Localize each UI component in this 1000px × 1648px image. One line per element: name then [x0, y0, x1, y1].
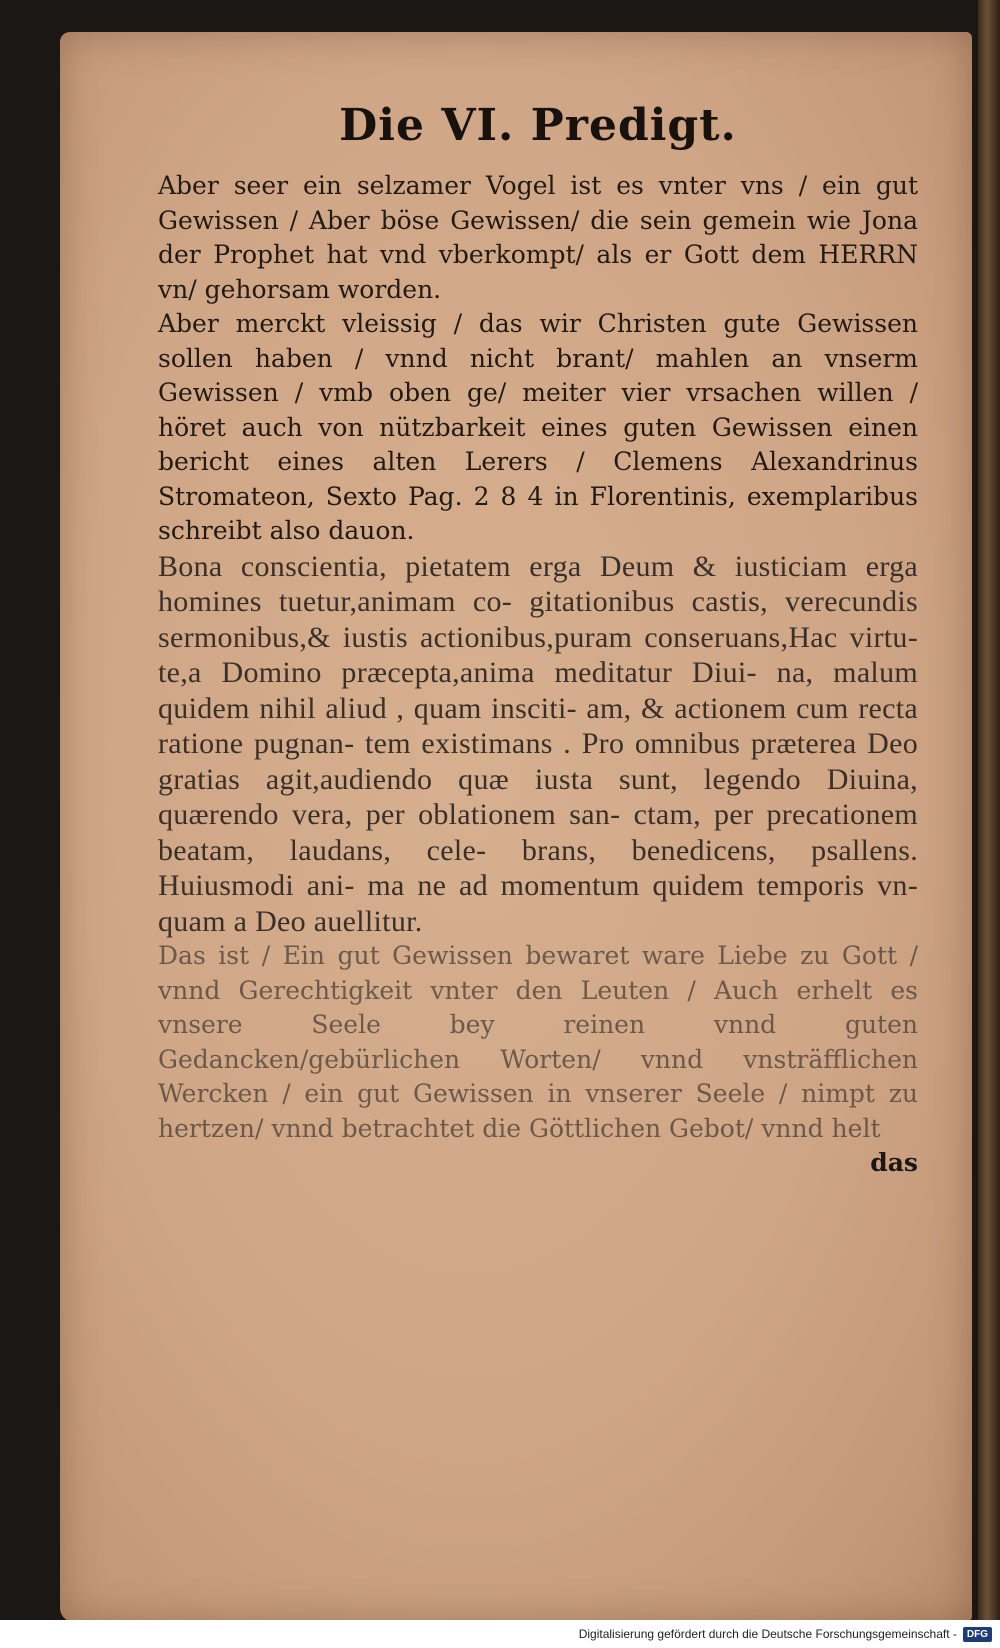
paragraph-2: Aber merckt vleissig / das wir Christen gute Gewissen sollen haben / vnnd nicht brant/ mahlen an vnserm Gewissen / vmb oben ge/ meiter vier vrsachen willen / höret auch von nützbarkeit eines guten Gewissen einen bericht eines alten Lerers / Clemens Alexandrinus Stromateon, Sexto Pag. 2 8 4 in Florentinis, exemplaribus schreibt also dauon. — [158, 309, 918, 545]
paragraph-1: Aber seer ein selzamer Vogel ist es vnter vns / ein gut Gewissen / Aber böse Gewissen/ die sein gemein wie Jona der Prophet hat vnd vberkompt/ als er Gott dem HERRN vn/ gehorsam worden. — [158, 171, 918, 304]
footer-credit: Digitalisierung gefördert durch die Deutsche Forschungsgemeinschaft - — [578, 1627, 957, 1641]
book-edge — [978, 0, 1000, 1620]
latin-quotation: Bona conscientia, pietatem erga Deum & iusticiam erga homines tuetur,animam co- gitationibus castis, verecundis sermonibus,& iustis actionibus,puram conseruans,Hac virtu- te,a Domino præcepta,anima meditatur Diui- na, malum quidem nihil aliud , quam insciti- am, & actionem cum recta ratione pugnan- tem existimans . Pro omnibus præterea Deo gratias agit,audiendo quæ iusta sunt, legendo Diuina, quærendo vera, per oblationem san- ctam, per precationem beatam, laudans, cele- brans, benedicens, psallens. Huiusmodi ani- ma ne ad momentum quidem temporis vn- quam a Deo auellitur. — [158, 549, 918, 938]
catchword: das — [870, 1148, 918, 1177]
dfg-logo: DFG — [963, 1627, 992, 1642]
footer-bar — [0, 1620, 1000, 1648]
page-header: Die VI. Predigt. — [339, 100, 737, 151]
paragraph-3: Das ist / Ein gut Gewissen bewaret ware Liebe zu Gott / vnnd Gerechtigkeit vnter den Leuten / Auch erhelt es vnsere Seele bey reinen vnnd guten Gedancken/gebürlichen Worten/ vnnd vnsträfflichen Wercken / ein gut Gewissen in vnserer Seele / nimpt zu hertzen/ vnnd betrachtet die Göttlichen Gebot/ vnnd helt — [158, 941, 918, 1143]
page-content — [158, 100, 918, 1177]
